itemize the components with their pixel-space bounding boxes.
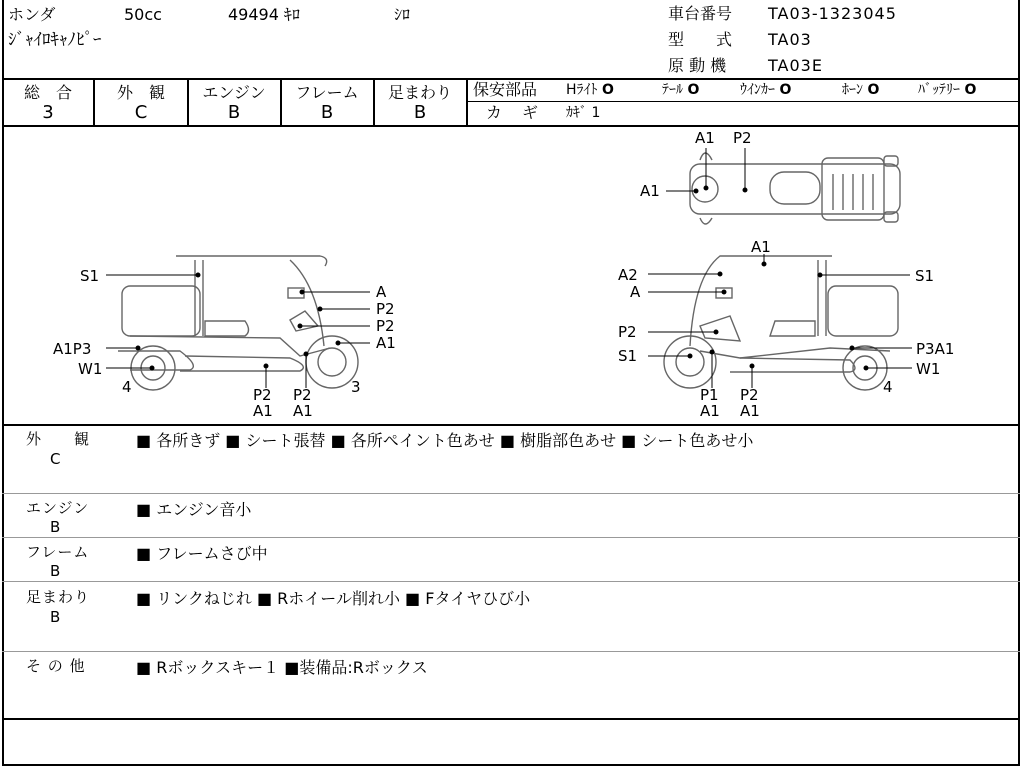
color: ｼﾛ: [394, 5, 411, 24]
diagram-label: P1: [700, 386, 719, 404]
diagram-label: P2: [253, 386, 272, 404]
remark-text-other: ■ Rボックスキー１ ■装備品:Rボックス: [136, 658, 428, 677]
diagram-label: A2: [618, 266, 638, 284]
safety-item-winker: ｳｲﾝｶｰ O: [740, 82, 792, 98]
remark-text-suspension: ■ リンクねじれ ■ Rホイール削れ小 ■ Fタイヤひび小: [136, 589, 531, 608]
grade-overall: 3: [42, 102, 54, 123]
remark-label-other: そ の 他: [26, 657, 86, 675]
grade-header-engine: エンジン: [202, 83, 266, 102]
type-label: 型 式: [668, 30, 733, 49]
divider: [93, 78, 95, 126]
diagram-label: P2: [376, 317, 395, 335]
frame-no: TA03-1323045: [768, 4, 897, 23]
grade-header-suspension: 足まわり: [387, 83, 452, 102]
divider: [2, 537, 1020, 538]
diagram-label: A: [376, 283, 387, 301]
grade-exterior: C: [134, 102, 148, 123]
top-view-scooter: [690, 153, 900, 224]
diagram-label: A: [630, 283, 641, 301]
diagram-label: A1: [253, 402, 273, 420]
diagram-label: P2: [293, 386, 312, 404]
grade-frame: B: [320, 102, 334, 123]
grade-engine: B: [227, 102, 241, 123]
diagram-label: S1: [915, 267, 935, 285]
divider: [2, 718, 1020, 720]
diagram-label: P2: [618, 323, 637, 341]
damage-diagram: [0, 126, 1024, 424]
grade-header-overall: 総 合: [23, 83, 72, 102]
diagram-label: W1: [78, 360, 103, 378]
diagram-label: P3A1: [916, 340, 955, 358]
diagram-label: A1P3: [53, 340, 92, 358]
diagram-label: S1: [618, 347, 638, 365]
remark-label-frame: フレーム: [26, 543, 90, 561]
divider: [466, 78, 468, 126]
safety-item-headlight: Hﾗｲﾄ O: [566, 82, 614, 98]
mileage: 49494 ｷﾛ: [228, 5, 300, 24]
engine-label: 原 動 機: [668, 56, 727, 75]
remark-grade-frame: B: [50, 562, 62, 580]
diagram-label: A1: [695, 129, 715, 147]
key-value: ｶｷﾞ 1: [566, 105, 601, 121]
safety-item-horn: ﾎｰﾝ O: [842, 82, 880, 98]
remark-grade-exterior: C: [50, 450, 62, 468]
maker: ホンダ: [8, 5, 56, 24]
grade-header-frame: フレーム: [295, 83, 359, 102]
remark-text-engine: ■ エンジン音小: [136, 500, 252, 519]
type-value: TA03: [768, 30, 812, 49]
diagram-label: P2: [733, 129, 752, 147]
diagram-label: P2: [740, 386, 759, 404]
remark-text-exterior: ■ 各所きず ■ シート張替 ■ 各所ペイント色あせ ■ 樹脂部色あせ ■ シート色あせ小: [136, 431, 754, 450]
diagram-label: 3: [351, 378, 361, 396]
diagram-label: A1: [700, 402, 720, 420]
safety-item-tail: ﾃｰﾙ O: [662, 82, 700, 98]
diagram-label: 4: [883, 378, 893, 396]
remark-label-suspension: 足まわり: [26, 588, 91, 606]
diagram-label: A1: [740, 402, 760, 420]
diagram-label: 4: [122, 378, 132, 396]
right-side-scooter: [664, 256, 898, 390]
diagram-label: S1: [80, 267, 100, 285]
divider: [2, 651, 1020, 652]
diagram-label: P2: [376, 300, 395, 318]
displacement: 50cc: [124, 5, 162, 24]
diagram-label: A1: [751, 238, 771, 256]
diagram-label: A1: [293, 402, 313, 420]
divider: [467, 101, 1020, 102]
grade-suspension: B: [413, 102, 427, 123]
remark-grade-suspension: B: [50, 608, 62, 626]
divider: [2, 424, 1020, 426]
frame-no-label: 車台番号: [668, 4, 733, 23]
remark-label-engine: エンジン: [26, 499, 90, 517]
remark-text-frame: ■ フレームさび中: [136, 544, 268, 563]
grade-header-exterior: 外 観: [116, 83, 165, 102]
model-name: ｼﾞｬｲﾛｷｬﾉﾋﾟｰ: [8, 30, 102, 50]
divider: [2, 581, 1020, 582]
diagram-label: A1: [376, 334, 396, 352]
left-side-scooter: [118, 256, 358, 390]
remark-grade-engine: B: [50, 518, 62, 536]
remark-label-exterior: 外 観: [26, 430, 91, 448]
divider: [2, 493, 1020, 494]
key-label: カ ギ: [486, 103, 541, 122]
safety-item-battery: ﾊﾞｯﾃﾘｰ O: [918, 82, 977, 98]
engine-value: TA03E: [768, 56, 823, 75]
safety-label: 保安部品: [473, 80, 538, 99]
diagram-label: W1: [916, 360, 941, 378]
diagram-label: A1: [640, 182, 660, 200]
